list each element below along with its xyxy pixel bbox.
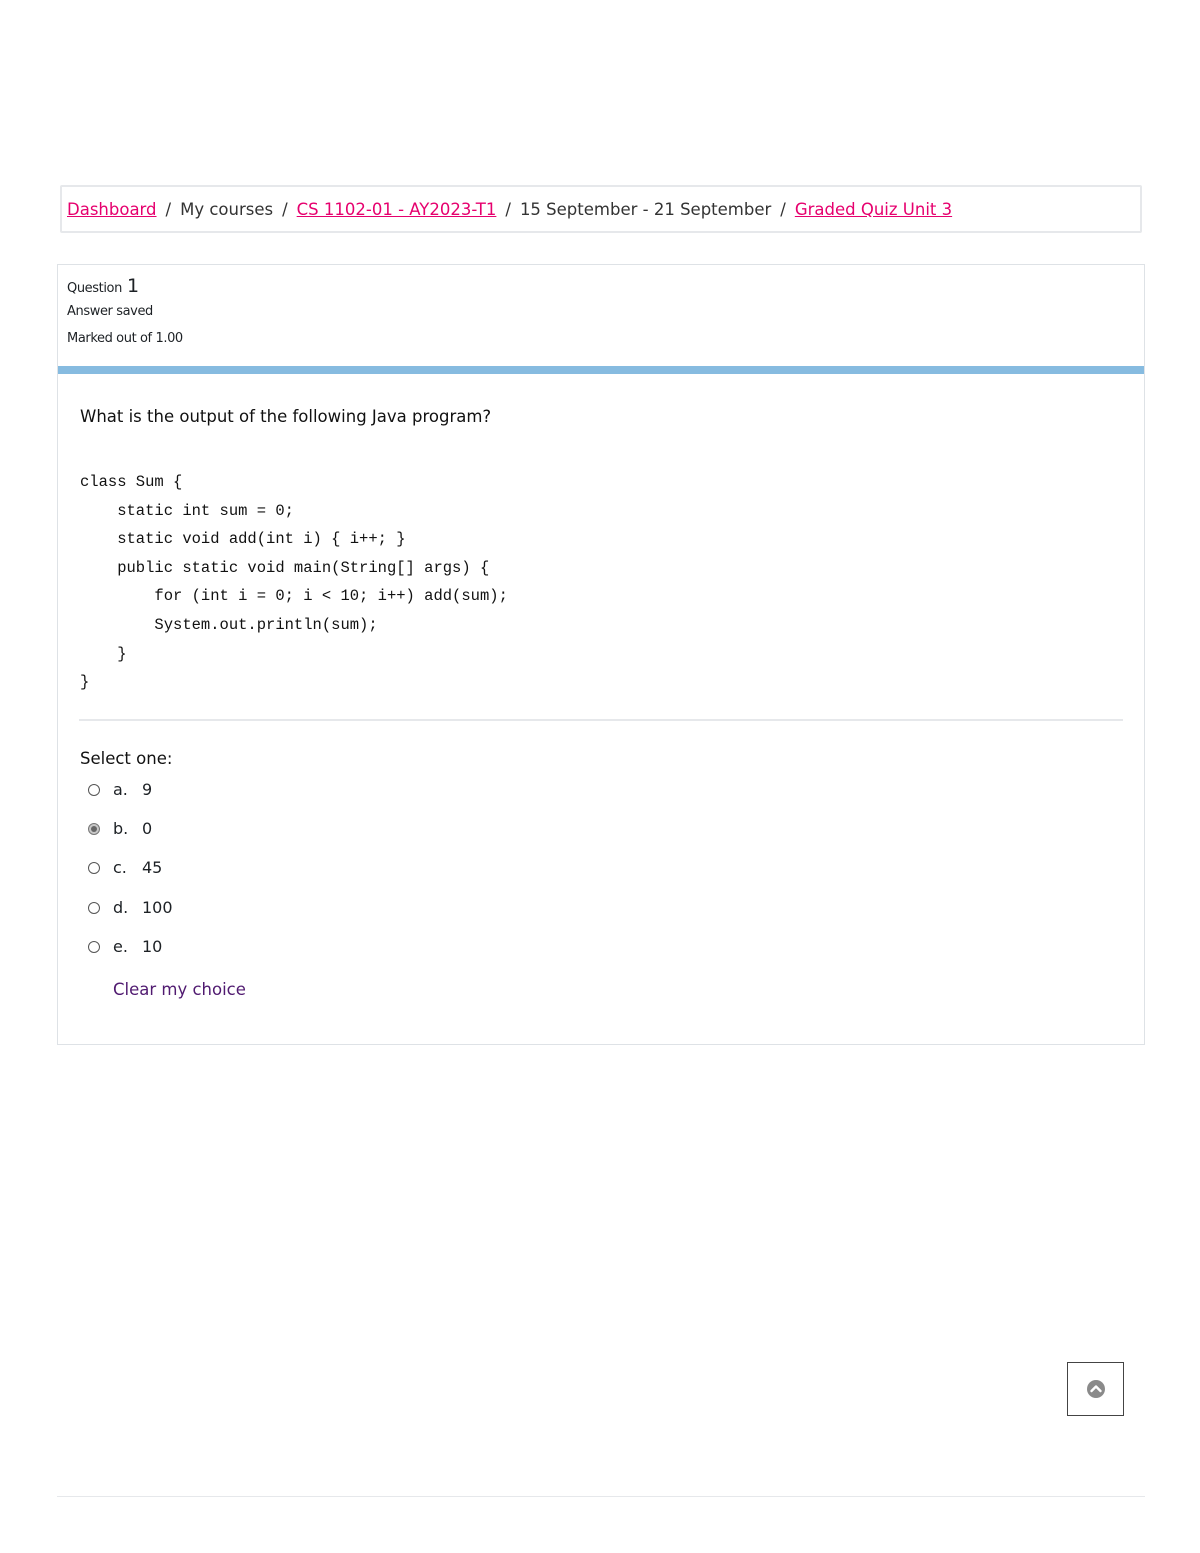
question-label: Question (67, 281, 122, 296)
breadcrumb-course-link[interactable]: CS 1102-01 - AY2023-T1 (296, 199, 497, 219)
radio-button-selected[interactable] (88, 823, 100, 835)
question-code-block: class Sum { static int sum = 0; static void add(int i) { i++; } public static void main(String[] args) { for (int i = 0; i < 10; i++) add(sum); System.out.println(sum); } } (80, 473, 508, 692)
question-divider (79, 719, 1123, 721)
question-info (67, 275, 183, 346)
option-letter: a. (113, 780, 128, 799)
option-letter: d. (113, 898, 129, 917)
radio-button[interactable] (88, 902, 100, 914)
footer-divider (57, 1496, 1145, 1497)
question-text: What is the output of the following Java program? (80, 407, 492, 426)
radio-button[interactable] (88, 941, 100, 953)
answer-option-c[interactable] (88, 858, 162, 877)
breadcrumb-separator: / (165, 199, 172, 219)
breadcrumb-separator: / (780, 199, 786, 219)
answer-prompt: Select one: (80, 749, 173, 768)
breadcrumb-dashboard-link[interactable]: Dashboard (67, 199, 157, 219)
breadcrumb-my-courses: My courses (180, 199, 274, 219)
option-letter: e. (113, 937, 128, 956)
radio-button[interactable] (88, 862, 100, 874)
question-card (57, 264, 1145, 1045)
option-value: 10 (142, 937, 163, 956)
option-letter: b. (113, 819, 129, 838)
question-grade: Marked out of 1.00 (67, 331, 183, 346)
option-value: 100 (142, 898, 173, 917)
question-info-divider (58, 366, 1144, 374)
option-value: 0 (142, 819, 153, 838)
back-to-top-button[interactable] (1067, 1362, 1124, 1416)
option-value: 9 (142, 780, 153, 799)
option-letter: c. (113, 858, 127, 877)
breadcrumb (60, 185, 1142, 233)
answer-option-e[interactable] (88, 937, 162, 956)
breadcrumb-separator: / (282, 199, 288, 219)
answer-option-d[interactable] (88, 898, 173, 917)
option-value: 45 (142, 858, 163, 877)
breadcrumb-week: 15 September - 21 September (519, 199, 772, 219)
question-number: 1 (126, 275, 139, 297)
breadcrumb-separator: / (505, 199, 511, 219)
answer-option-b[interactable] (88, 819, 152, 838)
chevron-up-circle-icon (1086, 1379, 1106, 1399)
breadcrumb-quiz-link[interactable]: Graded Quiz Unit 3 (794, 199, 953, 219)
answer-option-a[interactable] (88, 780, 152, 799)
radio-button[interactable] (88, 784, 100, 796)
clear-choice-link[interactable]: Clear my choice (113, 980, 246, 999)
question-state: Answer saved (67, 304, 153, 319)
